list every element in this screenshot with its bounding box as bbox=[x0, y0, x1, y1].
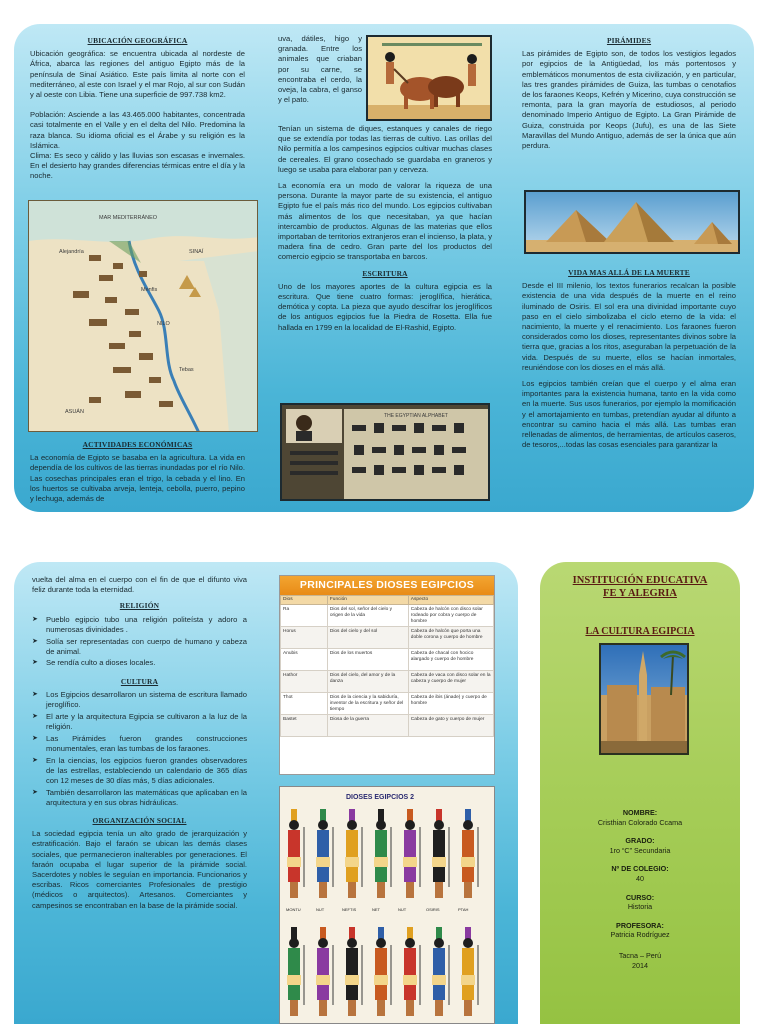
colegio-label: Nº DE COLEGIO: bbox=[611, 864, 669, 874]
table-cell: Horus bbox=[281, 627, 328, 649]
giza-pyramids-image bbox=[524, 190, 740, 254]
table-cell: Bastet bbox=[281, 715, 328, 737]
heading-piramides: PIRÁMIDES bbox=[606, 36, 652, 45]
heading-cultura: CULTURA bbox=[120, 676, 159, 686]
table-cell: Diosa de la guerra bbox=[327, 715, 408, 737]
egyptian-farming-mural-image bbox=[366, 35, 492, 121]
heading-organizacion: ORGANIZACIÓN SOCIAL bbox=[92, 816, 187, 826]
gods-table-image bbox=[279, 575, 495, 775]
egyptian-gods-illustration bbox=[279, 786, 495, 1024]
cover-student-info bbox=[540, 808, 740, 970]
table-cell: Dios de la ciencia y la sabiduría, inventor de la escritura y señor del tiempo bbox=[327, 693, 408, 715]
table-row bbox=[281, 627, 494, 649]
profesora-label: PROFESORA: bbox=[616, 920, 664, 930]
table-cell: Dios de los muertos bbox=[327, 649, 408, 671]
religion-item: ➤ Se rendía culto a dioses locales. bbox=[32, 658, 247, 668]
text-ubicacion: Ubicación geográfica: se encuentra ubicada al nordeste de África, abarca las regiones del antiguo Egipto más de la península de Sinaí Asiático. Este país limita al norte con el mediterráneo, al este con Israel y el mar Rojo, al sur con Sudán y al oeste con Libia. Tiene una superficie de 997.738 km2. bbox=[30, 49, 245, 100]
table-cell: Cabeza de gato y cuerpo de mujer bbox=[408, 715, 493, 737]
map-place-2: Menfis bbox=[141, 287, 158, 293]
god-label: NET bbox=[372, 907, 380, 912]
colegio-value: 40 bbox=[636, 873, 644, 883]
table-cell: Cabeza de halcón que porta una doble corona y cuerpo de hombre bbox=[408, 627, 493, 649]
god-label: MONTU bbox=[286, 907, 301, 912]
gods-table-header: Aspecto bbox=[408, 596, 493, 605]
table-cell: Dios del cielo y del sol bbox=[327, 627, 408, 649]
rosetta-drawing bbox=[282, 405, 490, 501]
table-cell: Cabeza de halcón con disco solar rodeado por cobra y cuerpo de hombre bbox=[408, 605, 493, 627]
cultura-item: ➤ Las Pirámides fueron grandes construcciones monumentales, eran las tumbas de los faraones. bbox=[32, 734, 247, 754]
god-label: OSIRIS bbox=[426, 907, 440, 912]
heading-religion: RELIGIÓN bbox=[119, 601, 160, 611]
table-cell: Cabeza de chacal con hocico alargado y cuerpo de hombre bbox=[408, 649, 493, 671]
cultura-item: ➤ Los Egipcios desarrollaron un sistema de escritura llamado jeroglífico. bbox=[32, 690, 247, 710]
table-row bbox=[281, 715, 494, 737]
grado-label: GRADO: bbox=[625, 836, 655, 846]
temple-drawing bbox=[601, 645, 689, 755]
table-cell: Hathor bbox=[281, 671, 328, 693]
text-vida-2: Los egipcios también creían que el cuerpo y el alma eran importantes para la existencia humana, tanto en la vida como en la muerte. Sus usos funerarios, por ejemplo la momificación y el amortajamiento en tumbas, pretendían ayudar al difunto a encontrar su camino hacia el más allá. Las tumbas eran rellenadas de alimentos, de herramientas, de artículos caseros, de tesoros,...todas las cosas esenciales para garantizar la bbox=[522, 379, 736, 450]
column-ubicacion bbox=[30, 34, 245, 188]
gods-drawing bbox=[280, 787, 495, 1024]
table-cell: Cabeza de vaca con disco solar en la cabeza y cuerpo de mujer bbox=[408, 671, 493, 693]
text-organizacion: La sociedad egipcia tenía un alto grado de jerarquización y estratificación. Bajo el faraón se ubican las demás clases sociales, que permanecieron inalterables por generaciones. El faraón ocupaba el lugar superior de la pirámide social. Sacerdotes y nobles le seguían en importancia. Funcionarios y escribas. Ricos comerciantes Profesionales de prestigio (médicos o arquitectos). Artesanos. Comerciantes y campesinos se encontraban en la base de la pirámide social. bbox=[32, 829, 247, 910]
school-name-line-1: INSTITUCIÓN EDUCATIVA bbox=[572, 575, 708, 586]
table-row bbox=[281, 671, 494, 693]
text-poblacion: Población: Asciende a las 43.465.000 habitantes, concentrada casi totalmente en el Valle y en el delta del Nilo. Predomina la raza blanca. Su idioma oficial es el Árabe y su religión es la Islámica. bbox=[30, 110, 245, 150]
gods-table-header: Función bbox=[327, 596, 408, 605]
cultura-item: ➤ El arte y la arquitectura Egipcia se cultivaron a la luz de la religión. bbox=[32, 712, 247, 732]
map-sinai-label: SINAÍ bbox=[189, 249, 204, 255]
table-cell: Ra bbox=[281, 605, 328, 627]
table-row bbox=[281, 693, 494, 715]
column-vida bbox=[522, 266, 736, 456]
gods-table-header: Dios bbox=[281, 596, 328, 605]
text-economia-intro: uva, dátiles, higo y granada. Entre los animales que criaban por su carne, se encontraba el cerdo, la oveja, la cabra, el ganso y el pato. bbox=[278, 34, 362, 105]
cultura-item: ➤ También desarrollaron las matemáticas que aplicaban en la arquitectura y en sus obras hidráulicas. bbox=[32, 788, 247, 808]
god-label: NUT bbox=[316, 907, 325, 912]
text-vuelta-alma: vuelta del alma en el cuerpo con el fin de que el difunto viva feliz durante toda la eternidad. bbox=[32, 575, 247, 595]
rosetta-caption: THE EGYPTIAN ALPHABET bbox=[384, 413, 448, 419]
lugar-text: Tacna – Perú bbox=[618, 950, 662, 960]
cultura-list bbox=[32, 690, 247, 808]
heading-escritura: ESCRITURA bbox=[362, 268, 408, 278]
gods-illustration-title: DIOSES EGIPCIOS 2 bbox=[345, 794, 415, 801]
gods-table-header-row bbox=[281, 596, 494, 605]
school-name-line-2: FE Y ALEGRIA bbox=[603, 588, 677, 599]
table-row bbox=[281, 605, 494, 627]
nombre-label: NOMBRE: bbox=[622, 808, 658, 817]
god-label: NEFTIS bbox=[342, 907, 357, 912]
table-cell: Thot bbox=[281, 693, 328, 715]
column-economia bbox=[278, 34, 362, 111]
egypt-map-image bbox=[28, 200, 258, 432]
heading-ubicacion: UBICACIÓN GEOGRÁFICA bbox=[87, 36, 188, 45]
text-escritura: Uno de los mayores aportes de la cultura egipcia es la escritura. Que tiene cuatro formas: jeroglífica, hierática, demótica y copta. La pieza que ayudo descifrar los jeroglíficos de los antiguos egipcios fue la Piedra de Rosetta. Ella fue hallada en 1799 en la localidad de El-Rashid, Egipto. bbox=[278, 281, 492, 332]
text-riqueza: La economía era un modo de valorar la riqueza de una persona. Durante la mayor parte de su existencia, el antiguo Egipto fue el país más rico del mundo. Los egipcios cultivaban más alimentos de los que necesitaban, ya que hacían intercambio de productos. Algunas de las materias que ellos importaban de territorios extranjeros eran el incienso, la plata, y madera fina de cedro. Gran parte del los productos del comercio egipcio se transportaba en barcos. bbox=[278, 181, 493, 262]
column-religion-cultura bbox=[32, 575, 247, 917]
gods-table-title: PRINCIPALES DIOSES EGIPCIOS bbox=[280, 576, 494, 595]
grado-value: 1ro “C” Secundaria bbox=[609, 845, 671, 855]
text-clima: Clima: Es seco y cálido y las lluvias son escasas e invernales. En el desierto hay grandes diferencias térmicas entre el día y la noche. bbox=[30, 151, 245, 181]
religion-item: ➤ Solía ser representadas con cuerpo de humano y cabeza de animal. bbox=[32, 637, 247, 657]
text-vida-1: Desde el III milenio, los textos funerarios recalcan la posible existencia de una vida después de la muerte en el reino iluminado de Osiris. El sol era una divinidad importante cuyo paso en el cielo simbolizaba el ciclo eterno de la vida: el nacimiento, la muerte y el renacimiento. Los faraones fueron considerados como los dioses, representantes divinos sobre la tierra que, gracias a los ritos, aseguraban la perpetuación de la vida. Después de su muerte, ellos se hacían inmortales, reuniéndose con los dioses en el más allá. bbox=[522, 281, 736, 372]
column-actividades bbox=[30, 438, 245, 510]
heading-vida: VIDA MAS ALLÁ DE LA MUERTE bbox=[568, 268, 690, 277]
text-riego: Tenían un sistema de diques, estanques y canales de riego que se extendía por todas las tierras de cultivo. Las orillas del Nilo permitía a los campesinos egipcios cultivar muchas clases de cereales. El grano cosechado se guardaba en graneros y luego se usaba para elaborar pan y cerveza. bbox=[278, 124, 492, 174]
religion-item: ➤ Pueblo egipcio tubo una religión politeísta y adoro a numerosas divinidades . bbox=[32, 615, 247, 635]
religion-list bbox=[32, 615, 247, 669]
table-cell: Dios del cielo, del amor y de la danza bbox=[327, 671, 408, 693]
anio-text: 2014 bbox=[632, 960, 648, 970]
school-name bbox=[540, 574, 740, 600]
table-row bbox=[281, 649, 494, 671]
god-label: PTAH bbox=[458, 907, 469, 912]
luxor-temple-image bbox=[599, 643, 689, 755]
curso-label: CURSO: bbox=[625, 892, 655, 902]
table-cell: Cabeza de ibis (ánade) y cuerpo de hombre bbox=[408, 693, 493, 715]
map-sea-label: MAR MEDITERRÁNEO bbox=[99, 215, 158, 221]
map-south-label: ASUÁN bbox=[65, 409, 84, 415]
rosetta-alphabet-image bbox=[280, 403, 490, 501]
curso-value: Historia bbox=[627, 902, 653, 912]
cover-title: LA CULTURA EGIPCIA bbox=[585, 626, 695, 637]
pyramids-drawing bbox=[526, 192, 740, 254]
table-cell: Dios del sol, señor del cielo y origen de la vida bbox=[327, 605, 408, 627]
god-label: NUT bbox=[398, 907, 407, 912]
column-piramides bbox=[522, 34, 736, 157]
column-economia-body bbox=[278, 124, 492, 339]
map-place-3: Tebas bbox=[179, 367, 194, 373]
text-actividades: La economía de Egipto se basaba en la agricultura. La vida en dependía de los cultivos de las tierras inundadas por el río Nilo. Las cosechas principales eran el trigo, la cebada y el lino. En los huertos se cultivaba arveja, lenteja, cebolla, puerro, pepino y lechuga, además de bbox=[30, 453, 245, 504]
egypt-map-drawing bbox=[29, 201, 258, 432]
map-nile-label: NILO bbox=[157, 321, 170, 327]
farming-mural-drawing bbox=[368, 37, 492, 121]
nombre-value: Cristhian Colorado Ccama bbox=[597, 817, 683, 827]
cultura-item: ➤ En la ciencias, los egipcios fueron grandes observadores de las estrellas, estableciendo un calendario de 365 días con 12 meses de 30 días más, 5 días adicionales. bbox=[32, 756, 247, 787]
gods-table bbox=[280, 595, 494, 737]
heading-actividades: ACTIVIDADES ECONÓMICAS bbox=[82, 440, 193, 449]
profesora-value: Patricia Rodríguez bbox=[610, 930, 670, 940]
map-place-1: Alejandría bbox=[59, 249, 84, 255]
text-piramides: Las pirámides de Egipto son, de todos los vestigios legados por egipcios de la Antigüedad, los más portentosos y emblemáticos monumentos de esta civilización, y en particular, las tres grandes pirámides de Guiza, las tumbas o cenotafios de los faraones Keops, Kefrén y Micerino, cuya construcción se remonta, para la gran mayoría de estudiosos, al periodo denominado Imperio Antiguo de Egipto. La Gran Pirámide de Guiza, construida por Keops (Jufu), es una de las Siete Maravillas del Mundo Antiguo, además de ser la única que aún perdura. bbox=[522, 49, 737, 151]
table-cell: Anubis bbox=[281, 649, 328, 671]
